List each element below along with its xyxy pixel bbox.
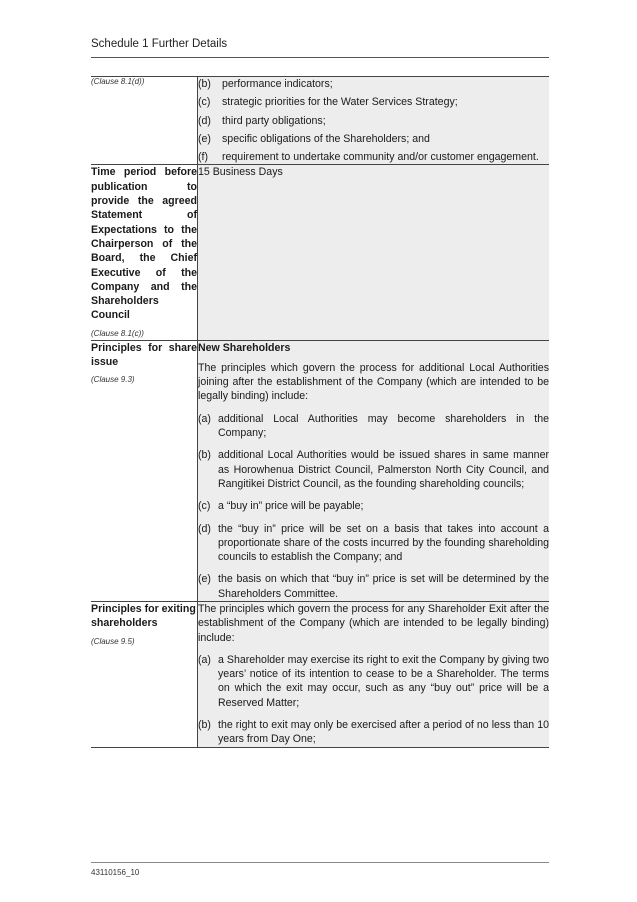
row-label-cell [91,77,198,165]
table-row-share-issue [91,340,549,601]
row-content-cell [198,340,550,601]
list-item: (a) a Shareholder may exercise its right to exit the Company by giving two years’ notice of its intention to cease to be a Shareholder. The terms on which the exit may occur, such as any “buy out” price will be a Reserved Matter; [198,653,549,709]
row-label-cell [91,165,198,340]
table-row-time-period [91,165,549,340]
details-table [91,76,549,748]
document-id: 43110156_10 [91,868,140,877]
footer-divider [91,862,549,863]
list-item: (e) the basis on which that “buy in” price is set will be determined by the Shareholders Committee. [198,573,549,600]
clause-reference: (Clause 9.5) [91,636,135,646]
list-item: (d) third party obligations; [198,114,326,127]
row-content-cell [198,77,550,165]
list-item: (c) a “buy in” price will be payable; [198,500,364,513]
clause-reference: (Clause 9.3) [91,375,135,385]
list-item: (b) the right to exit may only be exercised after a period of no less than 10 years from Day One; [198,719,549,746]
clause-reference: (Clause 8.1(c)) [91,328,144,338]
table-row-strategy [91,77,549,165]
row-title: Principles for exiting shareholders [91,603,196,630]
list-item: (c) strategic priorities for the Water Services Strategy; [198,96,458,109]
table-row-exiting-shareholders [91,602,549,748]
row-value: 15 Business Days [198,166,283,179]
row-title: Principles for share issue [91,341,197,368]
list-item: (d) the “buy in” price will be set on a basis that takes into account a proportionate share of the costs incurred by the founding shareholding councils to establish the Company; and [198,522,549,564]
row-label-cell [91,602,198,748]
list-item: (f) requirement to undertake community and/or customer engagement. [198,151,539,164]
list-item: (e) specific obligations of the Shareholders; and [198,132,430,145]
row-content-cell [198,165,550,340]
row-title: Time period before publication to provide the agreed Statement of Expectations to the Chairperson of the Board, the Chief Executive of the Company and the Shareholders Council [91,166,197,322]
list-item: (b) performance indicators; [198,78,333,90]
intro-paragraph: The principles which govern the process for any Shareholder Exit after the establishment of the Company (which are intended to be legally binding) include: [198,603,549,644]
page-header: Schedule 1 Further Details [91,38,228,50]
section-heading: New Shareholders [198,341,291,354]
clause-reference: (Clause 8.1(d)) [91,77,145,86]
header-divider [91,57,549,58]
row-label-cell [91,340,198,601]
intro-paragraph: The principles which govern the process for additional Local Authorities joining after the establishment of the Company (which are intended to be legally binding) include: [198,361,549,403]
list-item: (a) additional Local Authorities may become shareholders in the Company; [198,412,549,440]
list-item: (b) additional Local Authorities would be issued shares in same manner as Horowhenua District Council, Palmerston North City Council, and Rangitikei District Council, as the founding shareholding councils; [198,449,549,490]
row-content-cell [198,602,550,748]
